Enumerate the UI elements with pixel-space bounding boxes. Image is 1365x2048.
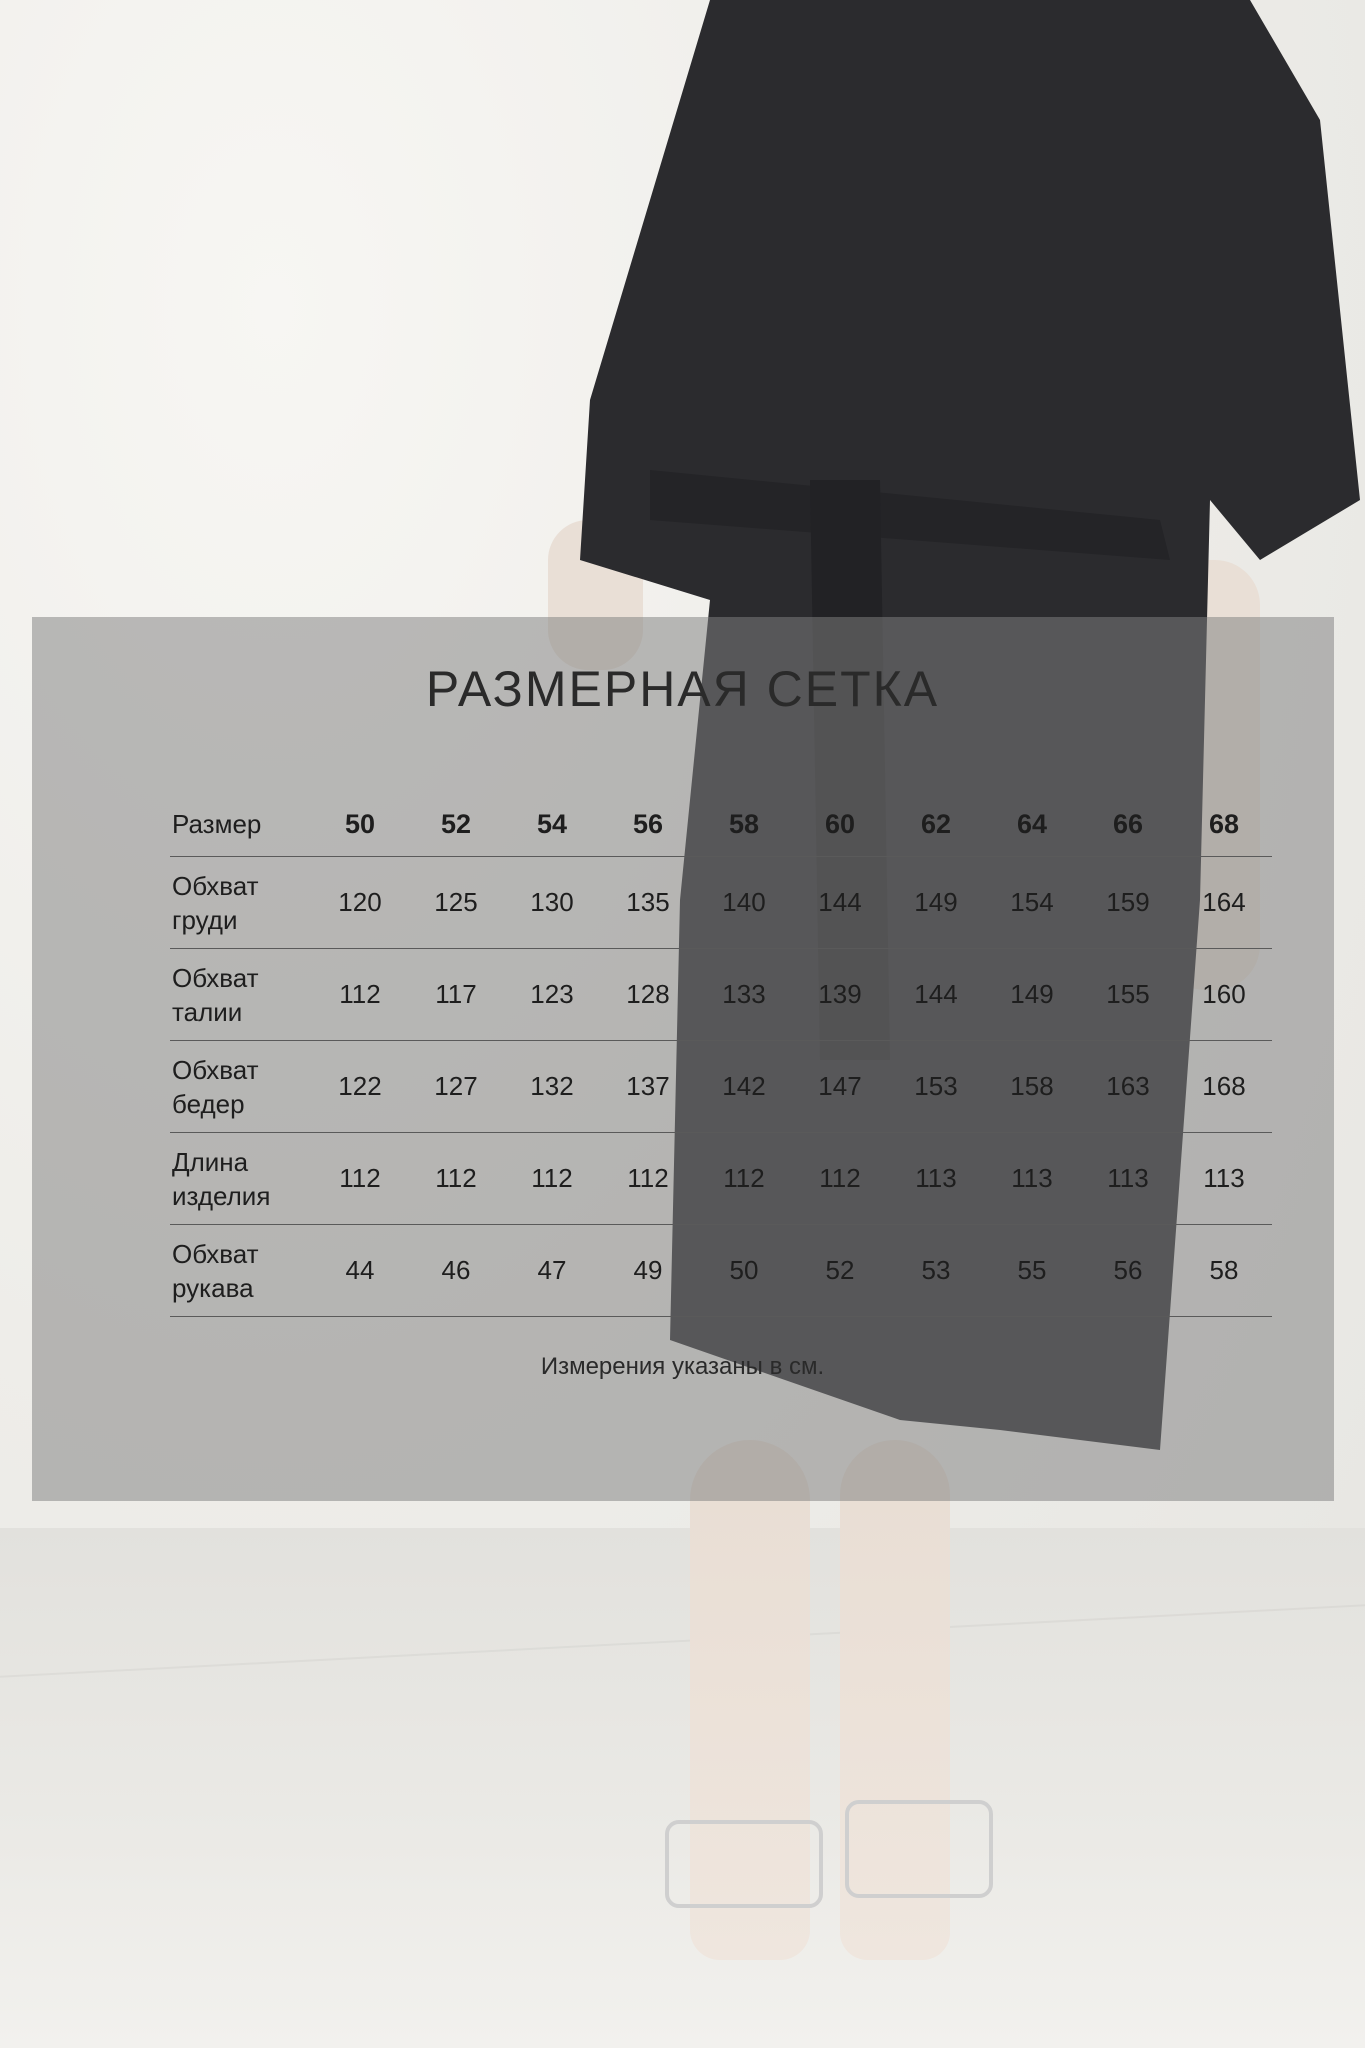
table-cell: 130 — [504, 857, 600, 949]
table-cell: 142 — [696, 1041, 792, 1133]
floor — [0, 1528, 1365, 2048]
table-cell: 49 — [600, 1225, 696, 1317]
table-cell: 120 — [312, 857, 408, 949]
table-cell: 113 — [1080, 1133, 1176, 1225]
row-label-line: груди — [172, 904, 238, 935]
table-cell: 144 — [792, 857, 888, 949]
table-cell: 125 — [408, 857, 504, 949]
header-label: Размер — [170, 792, 312, 857]
table-cell: 112 — [504, 1133, 600, 1225]
size-header: 56 — [600, 792, 696, 857]
right-sandal — [845, 1800, 993, 1898]
row-label — [170, 857, 312, 949]
size-header: 58 — [696, 792, 792, 857]
row-label-line: Обхват — [172, 1238, 259, 1269]
size-header: 52 — [408, 792, 504, 857]
row-label — [170, 949, 312, 1041]
size-header: 66 — [1080, 792, 1176, 857]
table-cell: 112 — [312, 949, 408, 1041]
table-cell: 47 — [504, 1225, 600, 1317]
table-row — [170, 949, 1272, 1041]
table-cell: 123 — [504, 949, 600, 1041]
table-header-row — [170, 792, 1272, 857]
table-cell: 53 — [888, 1225, 984, 1317]
table-cell: 144 — [888, 949, 984, 1041]
size-header: 68 — [1176, 792, 1272, 857]
table-cell: 44 — [312, 1225, 408, 1317]
table-cell: 149 — [888, 857, 984, 949]
table-cell: 132 — [504, 1041, 600, 1133]
table-row — [170, 857, 1272, 949]
table-cell: 163 — [1080, 1041, 1176, 1133]
table-cell: 122 — [312, 1041, 408, 1133]
table-cell: 50 — [696, 1225, 792, 1317]
size-header: 50 — [312, 792, 408, 857]
row-label-line: бедер — [172, 1088, 245, 1119]
size-header: 62 — [888, 792, 984, 857]
row-label — [170, 1225, 312, 1317]
table-cell: 135 — [600, 857, 696, 949]
row-label-line: Обхват — [172, 870, 259, 901]
table-cell: 46 — [408, 1225, 504, 1317]
table-cell: 139 — [792, 949, 888, 1041]
table-cell: 58 — [1176, 1225, 1272, 1317]
row-label-line: изделия — [172, 1180, 271, 1211]
row-label — [170, 1133, 312, 1225]
measurement-note: Измерения указаны в см. — [540, 1353, 825, 1380]
table-cell: 155 — [1080, 949, 1176, 1041]
table-cell: 164 — [1176, 857, 1272, 949]
table-cell: 112 — [600, 1133, 696, 1225]
table-cell: 55 — [984, 1225, 1080, 1317]
table-row — [170, 1133, 1272, 1225]
row-label-line: Длина — [172, 1146, 249, 1177]
table-cell: 137 — [600, 1041, 696, 1133]
table-cell: 160 — [1176, 949, 1272, 1041]
page-title: РАЗМЕРНАЯ СЕТКА — [425, 661, 940, 717]
table-cell: 159 — [1080, 857, 1176, 949]
row-label-line: Обхват — [172, 962, 259, 993]
table-cell: 113 — [1176, 1133, 1272, 1225]
table-cell: 168 — [1176, 1041, 1272, 1133]
size-table — [170, 792, 1272, 1317]
table-cell: 112 — [696, 1133, 792, 1225]
row-label-line: талии — [172, 996, 243, 1027]
table-cell: 128 — [600, 949, 696, 1041]
table-cell: 112 — [408, 1133, 504, 1225]
table-row — [170, 1225, 1272, 1317]
table-cell: 113 — [888, 1133, 984, 1225]
table-cell: 112 — [312, 1133, 408, 1225]
size-header: 64 — [984, 792, 1080, 857]
table-cell: 158 — [984, 1041, 1080, 1133]
table-cell: 127 — [408, 1041, 504, 1133]
table-cell: 149 — [984, 949, 1080, 1041]
table-cell: 154 — [984, 857, 1080, 949]
table-cell: 112 — [792, 1133, 888, 1225]
size-header: 60 — [792, 792, 888, 857]
table-cell: 140 — [696, 857, 792, 949]
table-row — [170, 1041, 1272, 1133]
table-cell: 153 — [888, 1041, 984, 1133]
row-label-line: рукава — [172, 1272, 254, 1303]
table-cell: 56 — [1080, 1225, 1176, 1317]
table-cell: 52 — [792, 1225, 888, 1317]
table-cell: 113 — [984, 1133, 1080, 1225]
row-label-line: Обхват — [172, 1054, 259, 1085]
size-header: 54 — [504, 792, 600, 857]
row-label — [170, 1041, 312, 1133]
table-cell: 133 — [696, 949, 792, 1041]
table-cell: 147 — [792, 1041, 888, 1133]
left-sandal — [665, 1820, 823, 1908]
table-cell: 117 — [408, 949, 504, 1041]
